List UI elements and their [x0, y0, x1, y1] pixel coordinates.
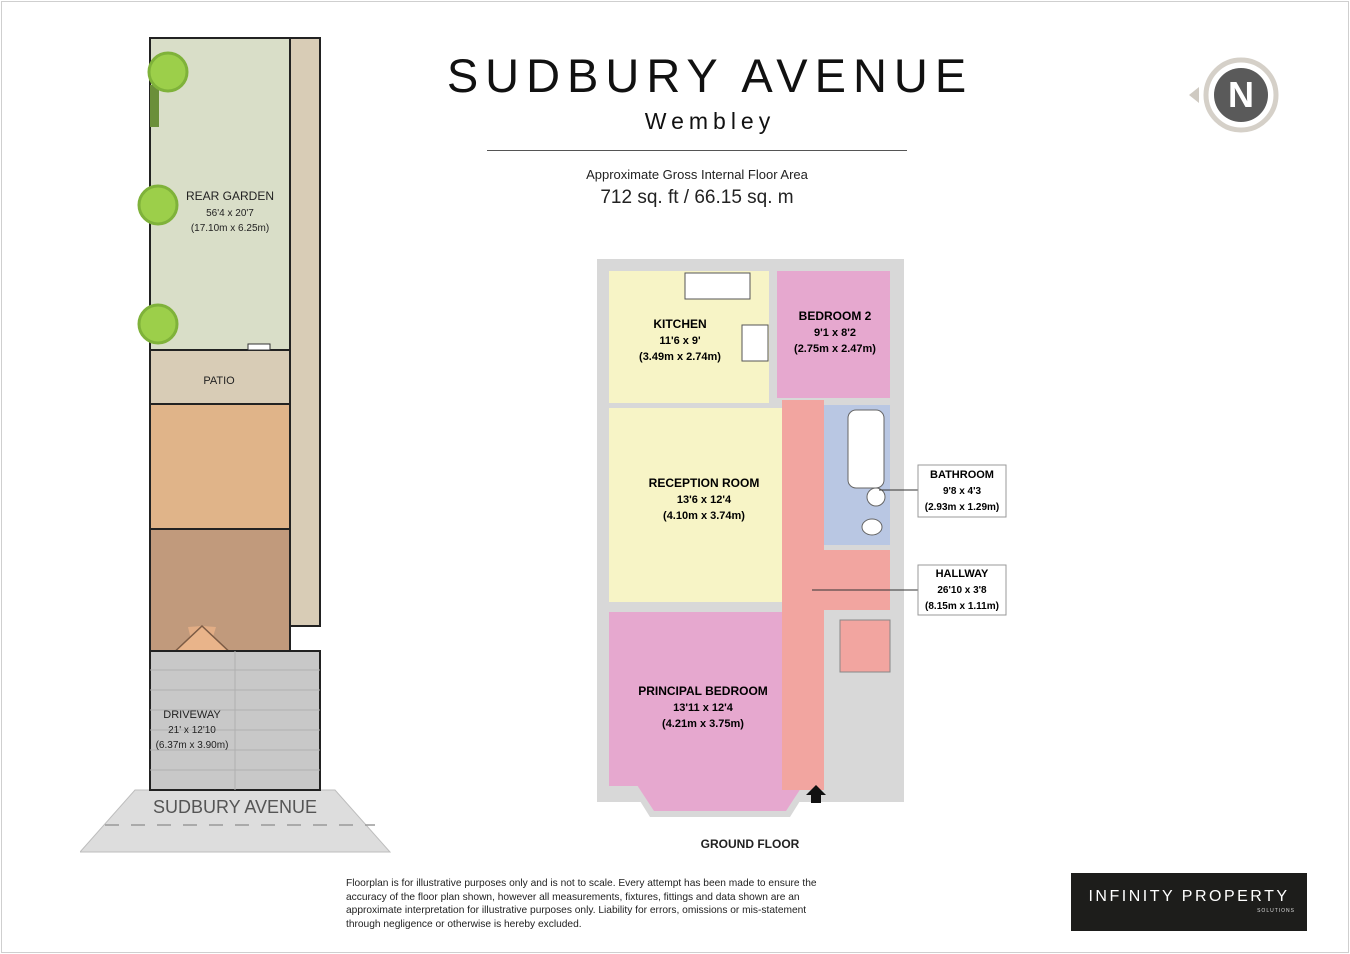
bedroom2-metric: (2.75m x 2.47m): [794, 343, 876, 355]
principal-bedroom-floor: [609, 612, 782, 786]
hob-icon: [742, 325, 768, 361]
bedroom2-imperial: 9'1 x 8'2: [814, 327, 856, 339]
driveway-metric: (6.37m x 3.90m): [155, 740, 229, 751]
logo-main-text: INFINITY PROPERTY: [1088, 888, 1290, 905]
hedge: [150, 85, 159, 127]
compass-letter: N: [1228, 74, 1254, 115]
site-plan: [80, 30, 400, 860]
rear-garden-imperial: 56'4 x 20'7: [206, 208, 254, 219]
bathroom-imperial: 9'8 x 4'3: [942, 486, 982, 497]
hallway-metric: (8.15m x 1.11m): [925, 601, 999, 612]
principal-bedroom-imperial: 13'11 x 12'4: [673, 702, 733, 714]
bathroom-name: BATHROOM: [930, 469, 994, 481]
reception-name: RECEPTION ROOM: [648, 476, 760, 490]
rear-garden-name: REAR GARDEN: [185, 189, 275, 203]
bathroom-metric: (2.93m x 1.29m): [924, 502, 1000, 513]
compass-icon: [1185, 52, 1285, 142]
roof-front: [150, 529, 290, 651]
bath-icon: [848, 410, 884, 488]
kitchen-metric: (3.49m x 2.74m): [639, 351, 721, 363]
patio-label: PATIO: [203, 375, 235, 387]
hallway-name: HALLWAY: [935, 568, 989, 580]
patio-door: [248, 344, 270, 350]
street-label: SUDBURY AVENUE: [152, 797, 318, 817]
tree-icon: [149, 53, 187, 91]
tree-icon: [139, 186, 177, 224]
toilet-icon: [862, 519, 882, 535]
store-cupboard: [840, 620, 890, 672]
disclaimer-line: through negligence or otherwise is hereby excluded.: [346, 918, 582, 930]
floor-plan: [590, 225, 1010, 825]
bedroom2-name: BEDROOM 2: [798, 309, 872, 323]
floor-area-label: Approximate Gross Internal Floor Area: [586, 167, 808, 182]
rear-garden-metric: (17.10m x 6.25m): [190, 223, 270, 234]
sink-icon: [685, 273, 750, 299]
principal-bedroom-metric: (4.21m x 3.75m): [662, 718, 744, 730]
disclaimer-line: accuracy of the floor plan shown, however all measurements, fixtures, fittings and data shown are an: [346, 891, 800, 903]
logo-sub-text: SOLUTIONS: [1257, 908, 1295, 914]
kitchen-imperial: 11'6 x 9': [659, 335, 701, 347]
basin-icon: [867, 488, 885, 506]
floor-area-value: 712 sq. ft / 66.15 sq. m: [600, 187, 794, 208]
tree-icon: [139, 305, 177, 343]
driveway-name: DRIVEWAY: [163, 709, 221, 721]
hallway-imperial: 26'10 x 3'8: [937, 585, 987, 596]
hallway-floor: [782, 400, 824, 790]
title-divider: [487, 150, 907, 151]
hallway-store: [824, 550, 890, 610]
page-title: SUDBURY AVENUE: [446, 49, 974, 102]
driveway-imperial: 21' x 12'10: [168, 725, 216, 736]
disclaimer-line: approximate interpretation for illustrative purposes only. Liability for errors, omissions or mis-statement: [346, 905, 807, 916]
page-subtitle: Wembley: [644, 108, 776, 134]
reception-imperial: 13'6 x 12'4: [676, 494, 732, 506]
roof-rear: [150, 404, 290, 529]
kitchen-name: KITCHEN: [653, 317, 707, 331]
floor-label: GROUND FLOOR: [700, 837, 800, 851]
disclaimer-line: Floorplan is for illustrative purposes only and is not to scale. Every attempt has been made to ensure the: [346, 878, 817, 889]
agency-logo: [1071, 873, 1307, 931]
disclaimer: [346, 877, 842, 931]
bay-floor: [637, 785, 803, 811]
side-passage: [290, 38, 320, 626]
principal-bedroom-name: PRINCIPAL BEDROOM: [638, 684, 768, 698]
reception-metric: (4.10m x 3.74m): [663, 510, 745, 522]
